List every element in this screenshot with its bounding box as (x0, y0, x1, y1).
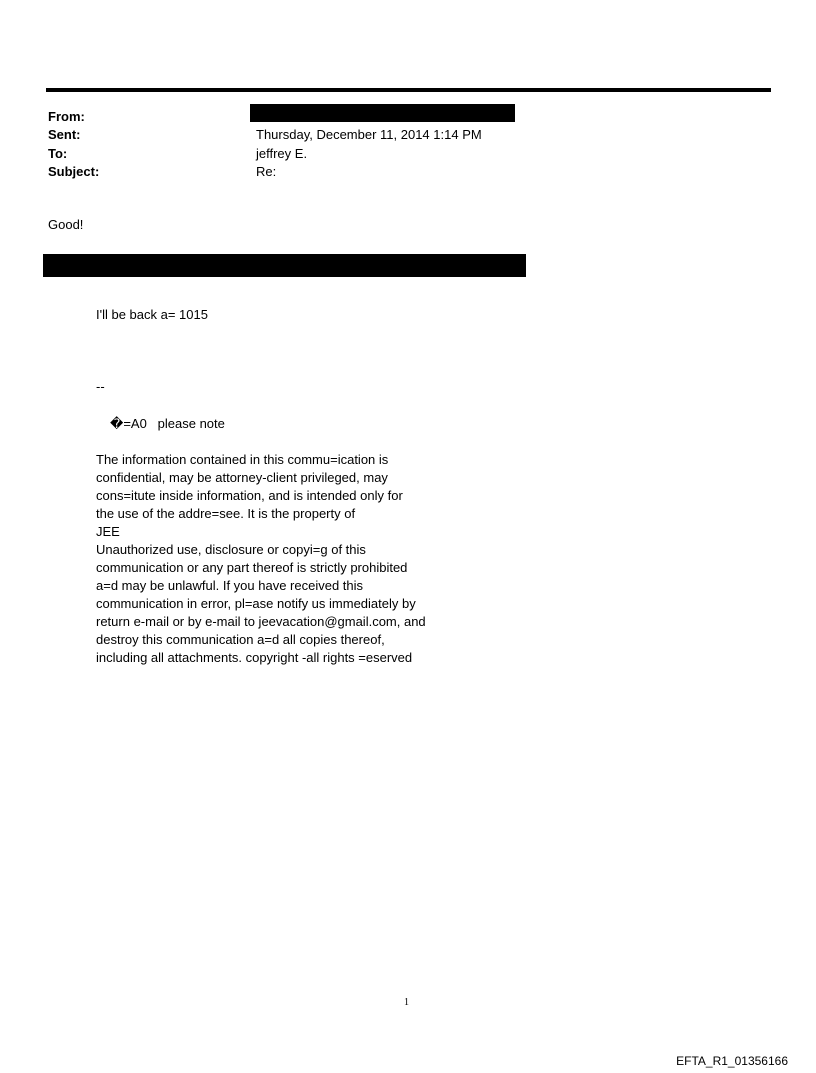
disclaimer-line: destroy this communication a=d all copies thereof, (96, 632, 385, 647)
reply-text: Good! (48, 217, 84, 232)
disclaimer-line: Unauthorized use, disclosure or copyi=g of this (96, 542, 366, 557)
disclaimer-line: communication in error, pl=ase notify us immediately by (96, 596, 416, 611)
subject-label: Subject: (48, 164, 100, 179)
header-rule (46, 88, 771, 92)
page-number: 1 (404, 997, 409, 1008)
quoted-message: I'll be back a= 1015 (96, 307, 208, 322)
disclaimer-line: a=d may be unlawful. If you have received this (96, 578, 364, 593)
disclaimer-line: The information contained in this commu=ication is (96, 452, 389, 467)
signature-separator: -- (96, 379, 105, 394)
disclaimer-line: JEE (96, 524, 120, 539)
bates-number: EFTA_R1_01356166 (676, 1054, 788, 1068)
please-note-line: �=A0 please note (110, 416, 225, 431)
disclaimer-line: cons=itute inside information, and is intended only for (96, 488, 403, 503)
to-label: To: (48, 146, 68, 161)
sent-value: Thursday, December 11, 2014 1:14 PM (256, 127, 482, 142)
sent-label: Sent: (48, 127, 81, 142)
subject-value: Re: (256, 164, 277, 179)
from-label: From: (48, 109, 85, 124)
disclaimer-line: confidential, may be attorney-client privileged, may (96, 470, 388, 485)
redacted-quote-header (43, 254, 526, 277)
confidentiality-disclaimer (96, 451, 426, 667)
disclaimer-line: including all attachments. copyright -all rights =eserved (96, 650, 413, 665)
redacted-sender (250, 104, 515, 122)
to-value: jeffrey E. (256, 146, 308, 161)
disclaimer-line: return e-mail or by e-mail to jeevacation@gmail.com, and (96, 614, 426, 629)
disclaimer-line: communication or any part thereof is strictly prohibited (96, 560, 408, 575)
disclaimer-line: the use of the addre=see. It is the property of (96, 506, 356, 521)
